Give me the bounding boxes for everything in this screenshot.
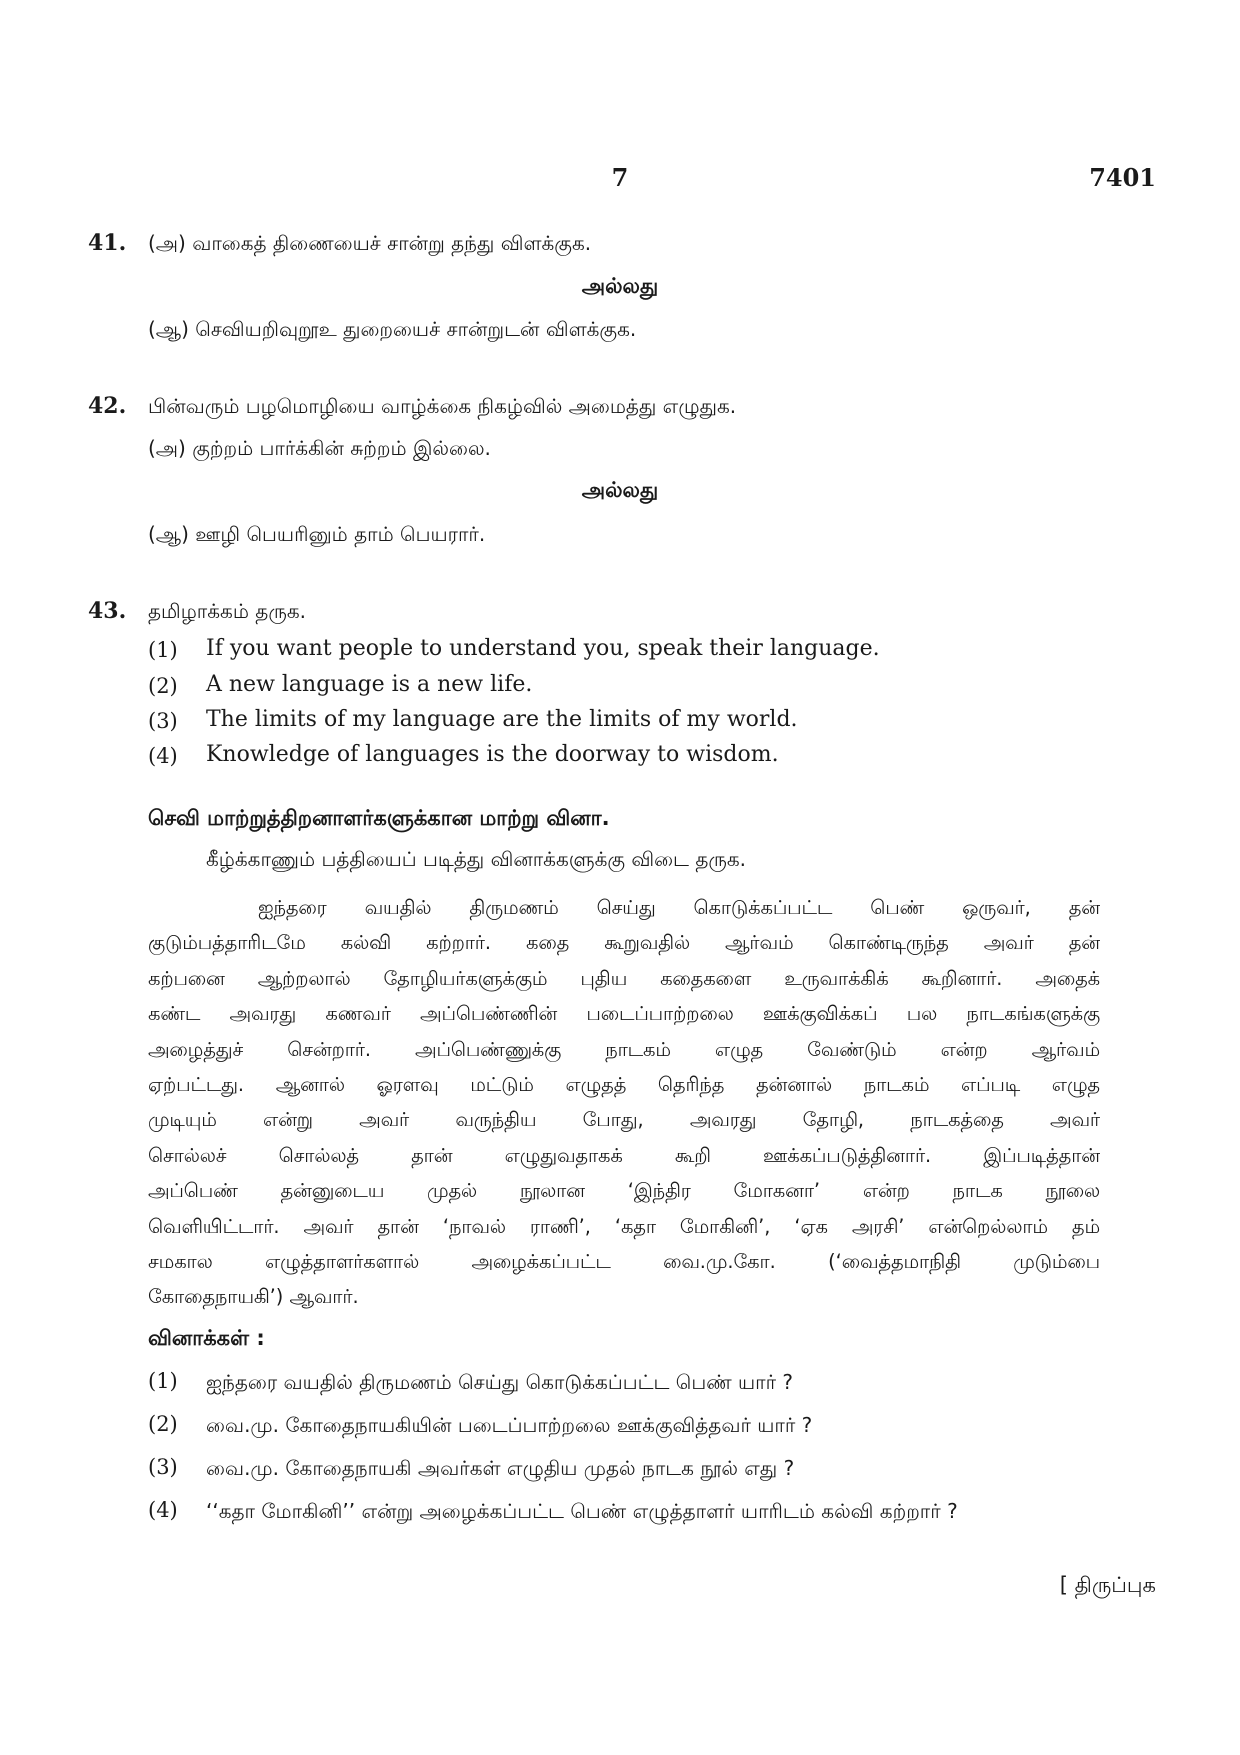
question-number: 42. <box>88 393 127 419</box>
option-a: (அ) குற்றம் பார்க்கின் சுற்றம் இல்லை. <box>148 436 491 460</box>
question-number: (4) <box>148 1498 178 1522</box>
option-a: (அ) வாகைத் திணையைச் சான்று தந்து விளக்குக. <box>148 231 592 255</box>
question-number: (2) <box>148 1412 178 1436</box>
passage <box>148 890 1100 1315</box>
or-label: அல்லது <box>581 274 659 298</box>
item-number: (4) <box>148 744 178 768</box>
item-text: If you want people to understand you, speak their language. <box>206 636 880 661</box>
passage-line: அப்பெண் தன்னுடைய முதல் நூலான ‘இந்திர மோகனா’ என்ற நாடக நூலை <box>148 1179 1100 1203</box>
passage-line: அழைத்துச் சென்றார். அப்பெண்ணுக்கு நாடகம் எழுத வேண்டும் என்ற ஆர்வம் <box>148 1037 1100 1061</box>
passage-line: முடியும் என்று அவர் வருந்திய போது, அவரது தோழி, நாடகத்தை அவர் <box>148 1108 1100 1132</box>
passage-line: குடும்பத்தாரிடமே கல்வி கற்றார். கதை கூறுவதில் ஆர்வம் கொண்டிருந்த அவர் தன் <box>148 931 1100 955</box>
instruction: பின்வரும் பழமொழியை வாழ்க்கை நிகழ்வில் அமைத்து எழுதுக. <box>148 394 737 418</box>
question-number: 43. <box>88 598 127 624</box>
or-label: அல்லது <box>581 478 659 502</box>
option-b: (ஆ) செவியறிவுறூஉ துறையைச் சான்றுடன் விளக்குக. <box>148 317 637 341</box>
question-text: ஐந்தரை வயதில் திருமணம் செய்து கொடுக்கப்பட்ட பெண் யார் ? <box>206 1370 794 1394</box>
passage-line: சொல்லச் சொல்லத் தான் எழுதுவதாகக் கூறி ஊக்கப்படுத்தினார். இப்படித்தான் <box>148 1143 1100 1167</box>
question-text: வை.மு. கோதைநாயகி அவர்கள் எழுதிய முதல் நாடக நூல் எது ? <box>206 1456 795 1480</box>
passage-line: சமகால எழுத்தாளர்களால் அழைக்கப்பட்ட வை.மு.கோ. (‘வைத்தமாநிதி முடும்பை <box>148 1249 1100 1273</box>
question-number: (1) <box>148 1369 178 1393</box>
passage-line: கண்ட அவரது கணவர் அப்பெண்ணின் படைப்பாற்றலை ஊக்குவிக்கப் பல நாடகங்களுக்கு <box>148 1002 1100 1026</box>
question-text: வை.மு. கோதைநாயகியின் படைப்பாற்றலை ஊக்குவித்தவர் யார் ? <box>206 1413 813 1437</box>
questions-label: வினாக்கள் : <box>148 1326 265 1350</box>
passage-line: ஐந்தரை வயதில் திருமணம் செய்து கொடுக்கப்பட்ட பெண் ஒருவர், தன் <box>258 896 1100 919</box>
passage-line: கற்பனை ஆற்றலால் தோழியர்களுக்கும் புதிய கதைகளை உருவாக்கிக் கூறினார். அதைக் <box>148 966 1100 990</box>
item-text: The limits of my language are the limits of my world. <box>206 707 798 732</box>
item-number: (3) <box>148 709 178 733</box>
question-number: 41. <box>88 230 127 256</box>
item-number: (1) <box>148 638 178 662</box>
item-text: A new language is a new life. <box>206 672 533 697</box>
question-text: ‘‘கதா மோகினி’’ என்று அழைக்கப்பட்ட பெண் எழுத்தாளர் யாரிடம் கல்வி கற்றார் ? <box>206 1499 958 1523</box>
passage-line: ஏற்பட்டது. ஆனால் ஓரளவு மட்டும் எழுதத் தெரிந்த தன்னால் நாடகம் எப்படி எழுத <box>148 1072 1100 1096</box>
paper-code: 7401 <box>1089 163 1156 192</box>
item-number: (2) <box>148 674 178 698</box>
instruction: தமிழாக்கம் தருக. <box>148 599 307 623</box>
page-number: 7 <box>611 163 629 192</box>
question-number: (3) <box>148 1455 178 1479</box>
item-text: Knowledge of languages is the doorway to wisdom. <box>206 742 779 767</box>
option-b: (ஆ) ஊழி பெயரினும் தாம் பெயரார். <box>148 522 486 546</box>
instruction: கீழ்க்காணும் பத்தியைப் படித்து வினாக்களுக்கு விடை தருக. <box>206 847 747 871</box>
passage-line: கோதைநாயகி’) ஆவார். <box>148 1285 359 1309</box>
turn-over-note: [ திருப்புக <box>1059 1573 1156 1597</box>
section-heading: செவி மாற்றுத்திறனாளர்களுக்கான மாற்று வினா. <box>148 806 610 830</box>
passage-line: வெளியிட்டார். அவர் தான் ‘நாவல் ராணி’, ‘கதா மோகினி’, ‘ஏக அரசி’ என்றெல்லாம் தம் <box>148 1214 1100 1238</box>
